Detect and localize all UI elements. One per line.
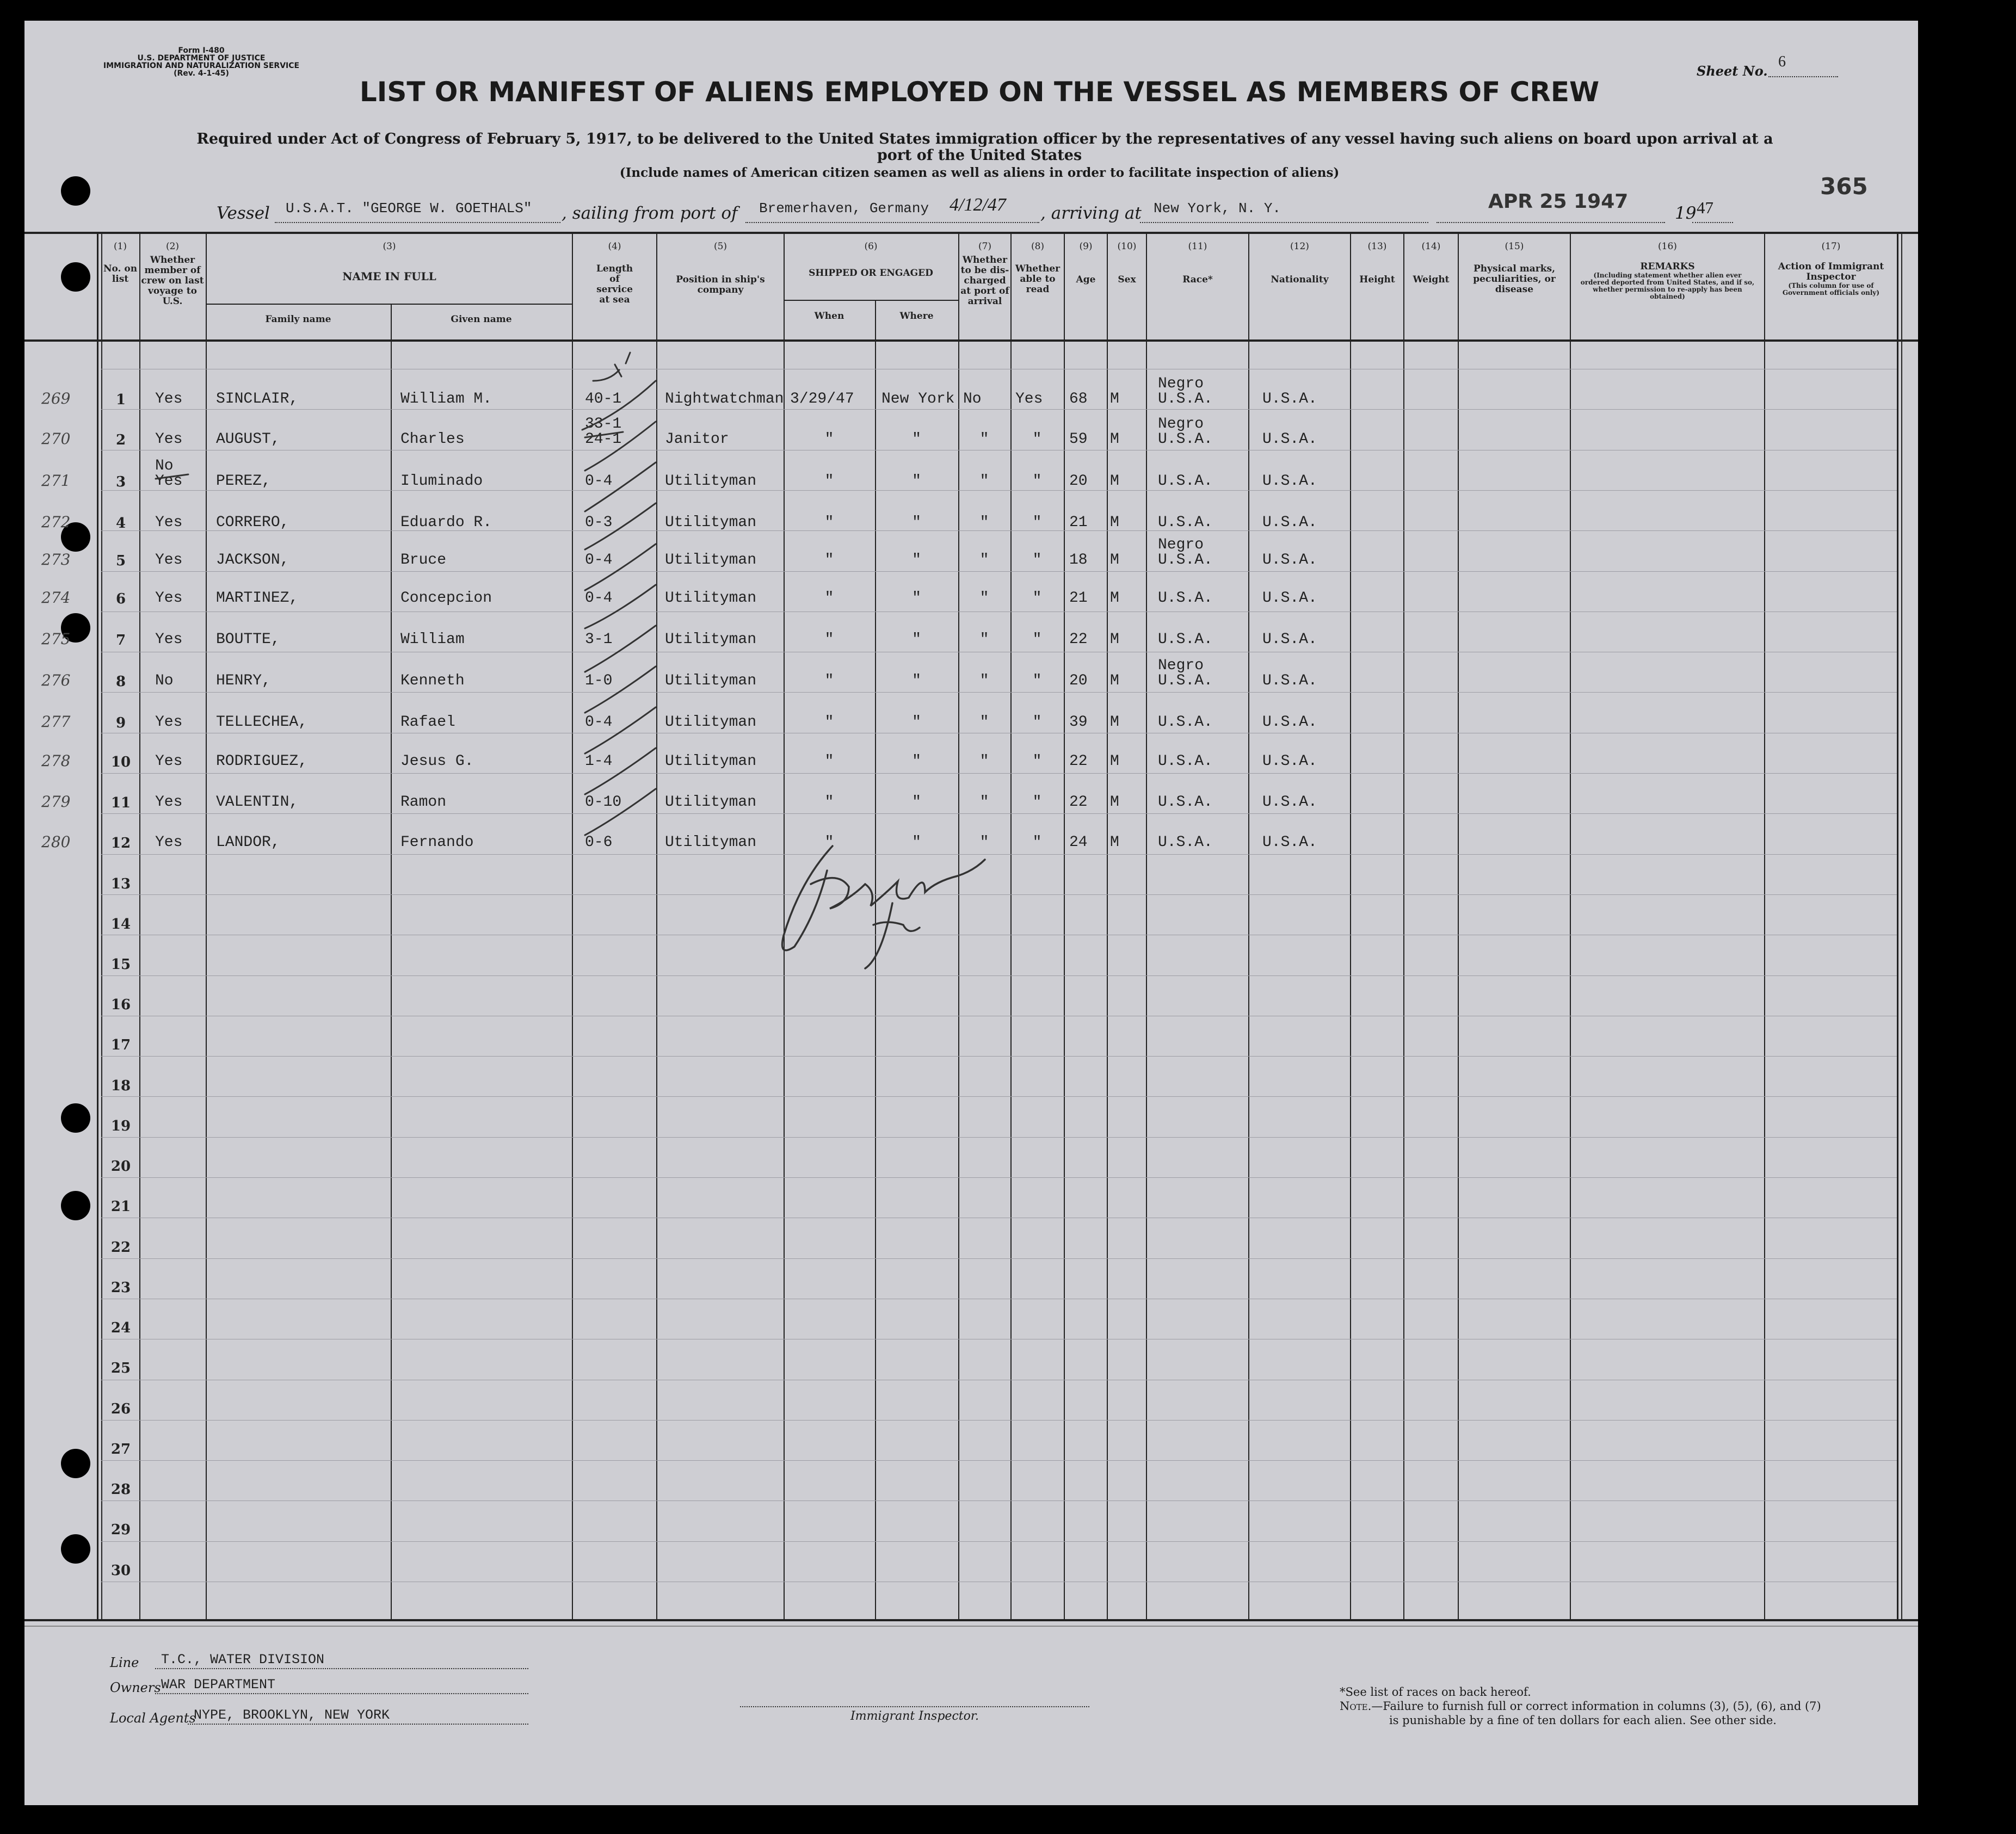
col3a-header: Family name xyxy=(265,314,331,325)
row-number: 18 xyxy=(110,1078,131,1094)
position-cell: Utilityman xyxy=(665,714,757,731)
margin-line-number: 280 xyxy=(41,833,71,851)
service-tick xyxy=(585,707,656,754)
shipped-where-cell: " xyxy=(912,834,921,851)
sex-cell: M xyxy=(1110,590,1119,607)
shipped-when-cell: " xyxy=(824,794,834,811)
shipped-where-cell: New York xyxy=(881,391,955,407)
sex-cell: M xyxy=(1110,391,1119,407)
able-to-read-cell: " xyxy=(1032,631,1042,648)
page-stamp-number: 365 xyxy=(1820,173,1868,200)
race-cell: U.S.A. xyxy=(1158,672,1213,689)
col2-title: Whether member of crew on last voyage to U.S. xyxy=(141,255,204,307)
prev-voyage-cell: Yes xyxy=(155,431,183,448)
line-value: T.C., WATER DIVISION xyxy=(161,1652,325,1668)
row-number: 21 xyxy=(110,1199,131,1215)
family-name-cell: PEREZ, xyxy=(216,473,271,490)
col4-number: (4) xyxy=(608,241,621,252)
family-name-cell: HENRY, xyxy=(216,672,271,689)
able-to-read-cell: " xyxy=(1032,473,1042,490)
shipped-when-cell: " xyxy=(824,631,834,648)
given-name-cell: Jesus G. xyxy=(400,753,474,770)
subtitle-port: port of the United States xyxy=(877,147,1082,164)
margin-line-number: 278 xyxy=(41,752,71,770)
year-prefix: 19 xyxy=(1675,203,1697,223)
col17-subtitle: (This column for use of Government officials only) xyxy=(1782,282,1880,297)
age-cell: 21 xyxy=(1069,590,1088,607)
sex-cell: M xyxy=(1110,672,1119,689)
discharged-cell: " xyxy=(979,552,989,569)
family-name-cell: SINCLAIR, xyxy=(216,391,299,407)
given-name-cell: Eduardo R. xyxy=(400,514,492,531)
sex-cell: M xyxy=(1110,552,1119,569)
col15-title: Physical marks, peculiarities, or disease xyxy=(1473,263,1556,295)
discharged-cell: " xyxy=(979,431,989,448)
col8-title: Whether able to read xyxy=(1015,263,1061,295)
age-cell: 18 xyxy=(1069,552,1088,569)
inspector-signature-line xyxy=(740,1706,1089,1707)
sex-cell: M xyxy=(1110,631,1119,648)
race-cell: U.S.A. xyxy=(1158,631,1213,648)
age-cell: 59 xyxy=(1069,431,1088,448)
margin-line-number: 273 xyxy=(41,551,71,569)
given-name-cell: William xyxy=(400,631,465,648)
col5-number: (5) xyxy=(713,241,728,252)
prev-voyage-cell: Yes xyxy=(155,753,183,770)
race-top-cell: Negro xyxy=(1158,375,1204,392)
col17-number: (17) xyxy=(1821,241,1841,252)
service-length-cell: 1-4 xyxy=(585,753,613,770)
col3-title: NAME IN FULL xyxy=(342,270,436,283)
row-number: 20 xyxy=(110,1158,131,1175)
discharged-cell: " xyxy=(979,794,989,811)
service-tick xyxy=(582,381,656,430)
row-number: 28 xyxy=(110,1481,131,1498)
row-number: 19 xyxy=(110,1118,131,1134)
subtitle-act: Required under Act of Congress of February 5, 1917, to be delivered to the United States immigration officer by the representatives of any vessel having such aliens on board upon arrival at a xyxy=(196,131,1773,147)
footer-rule xyxy=(24,1626,1918,1627)
check-mark xyxy=(593,353,630,381)
col11-number: (11) xyxy=(1188,241,1207,252)
row-number: 23 xyxy=(110,1280,131,1296)
arrival-date-stamp: APR 25 1947 xyxy=(1488,190,1629,213)
service-length-cell: 40-1 xyxy=(585,391,622,407)
service-length-cell: 0-4 xyxy=(585,590,613,607)
service-tick xyxy=(585,626,656,672)
row-number: 12 xyxy=(110,835,131,851)
position-cell: Utilityman xyxy=(665,590,757,607)
given-name-cell: Bruce xyxy=(400,552,447,569)
shipped-where-cell: " xyxy=(912,672,921,689)
discharged-cell: " xyxy=(979,672,989,689)
col6a-header: When xyxy=(814,311,844,322)
col13-number: (13) xyxy=(1367,241,1387,252)
sex-cell: M xyxy=(1110,794,1119,811)
service-tick xyxy=(585,422,656,471)
service-top-cell: 33-1 xyxy=(585,416,622,433)
col1-title: No. on list xyxy=(103,263,138,285)
page-title: LIST OR MANIFEST OF ALIENS EMPLOYED ON THE VESSEL AS MEMBERS OF CREW xyxy=(359,76,1600,108)
able-to-read-cell: " xyxy=(1032,753,1042,770)
position-cell: Utilityman xyxy=(665,672,757,689)
age-cell: 20 xyxy=(1069,473,1088,490)
nationality-cell: U.S.A. xyxy=(1262,431,1317,448)
row-number: 2 xyxy=(115,432,126,448)
shipped-where-cell: " xyxy=(912,590,921,607)
vessel-name: U.S.A.T. "GEORGE W. GOETHALS" xyxy=(286,200,532,217)
col6-title: SHIPPED OR ENGAGED xyxy=(809,268,933,279)
given-name-cell: Fernando xyxy=(400,834,474,851)
row-number: 16 xyxy=(110,997,131,1013)
position-cell: Utilityman xyxy=(665,794,757,811)
col7-title: Whether to be dis-charged at port of arrival xyxy=(960,255,1009,307)
service-length-cell: 0-4 xyxy=(585,473,613,490)
prev-voyage-cell: Yes xyxy=(155,714,183,731)
service-length-cell: 1-0 xyxy=(585,672,613,689)
shipped-where-cell: " xyxy=(912,631,921,648)
margin-line-number: 272 xyxy=(41,513,71,531)
service-length-cell: 0-3 xyxy=(585,514,613,531)
discharged-cell: " xyxy=(979,714,989,731)
form-number: Form I-480 xyxy=(178,46,225,55)
row-number: 5 xyxy=(115,553,126,569)
shipped-when-cell: " xyxy=(824,672,834,689)
form-dept: U.S. DEPARTMENT OF JUSTICE xyxy=(137,54,266,63)
row-number: 7 xyxy=(115,632,126,649)
family-name-cell: CORRERO, xyxy=(216,514,289,531)
col5-title: Position in ship's company xyxy=(676,274,765,295)
nationality-cell: U.S.A. xyxy=(1262,590,1317,607)
row-number: 4 xyxy=(115,515,126,532)
col3-number: (3) xyxy=(383,241,396,252)
service-length-cell: 0-4 xyxy=(585,714,613,731)
row-number: 26 xyxy=(110,1401,131,1417)
sailing-label: , sailing from port of xyxy=(562,203,738,223)
service-length-cell: 3-1 xyxy=(585,631,613,648)
sheet-number: 6 xyxy=(1778,53,1786,70)
margin-line-number: 279 xyxy=(41,793,71,811)
able-to-read-cell: " xyxy=(1032,794,1042,811)
service-tick xyxy=(585,544,656,590)
able-to-read-cell: " xyxy=(1032,714,1042,731)
row-number: 29 xyxy=(110,1522,131,1538)
shipped-where-cell: " xyxy=(912,514,921,531)
race-cell: U.S.A. xyxy=(1158,834,1213,851)
given-name-cell: Concepcion xyxy=(400,590,492,607)
col15-number: (15) xyxy=(1505,241,1524,252)
able-to-read-cell: " xyxy=(1032,590,1042,607)
strike-2 xyxy=(585,432,623,437)
row-number: 14 xyxy=(110,916,131,933)
col16-title: REMARKS xyxy=(1640,261,1695,272)
shipped-when-cell: " xyxy=(824,753,834,770)
col12-title: Nationality xyxy=(1271,274,1329,285)
margin-line-number: 277 xyxy=(41,713,71,731)
shipped-when-cell: " xyxy=(824,834,834,851)
fine-note-2: is punishable by a fine of ten dollars for each alien. See other side. xyxy=(1389,1714,1777,1727)
margin-line-number: 269 xyxy=(41,390,71,407)
col13-title: Height xyxy=(1359,274,1395,285)
shipped-where-cell: " xyxy=(912,473,921,490)
shipped-where-cell: " xyxy=(912,552,921,569)
race-cell: U.S.A. xyxy=(1158,753,1213,770)
shipped-when-cell: " xyxy=(824,590,834,607)
able-to-read-cell: Yes xyxy=(1015,391,1043,407)
discharged-cell: " xyxy=(979,514,989,531)
shipped-where-cell: " xyxy=(912,753,921,770)
prev-voyage-cell: Yes xyxy=(155,514,183,531)
position-cell: Utilityman xyxy=(665,834,757,851)
row-number: 1 xyxy=(115,392,126,408)
row-number: 9 xyxy=(115,715,126,731)
form-rev: (Rev. 4-1-45) xyxy=(174,69,229,78)
family-name-cell: JACKSON, xyxy=(216,552,289,569)
row-number: 10 xyxy=(110,754,131,770)
owners-value: WAR DEPARTMENT xyxy=(161,1677,276,1693)
position-cell: Nightwatchman xyxy=(665,391,784,407)
row-number: 6 xyxy=(115,591,126,607)
row-number: 15 xyxy=(110,956,131,973)
position-cell: Utilityman xyxy=(665,753,757,770)
service-tick xyxy=(585,748,656,794)
sex-cell: M xyxy=(1110,834,1119,851)
prev-voyage-cell: Yes xyxy=(155,631,183,648)
given-name-cell: Kenneth xyxy=(400,672,465,689)
race-cell: U.S.A. xyxy=(1158,552,1213,569)
able-to-read-cell: " xyxy=(1032,552,1042,569)
family-name-cell: TELLECHEA, xyxy=(216,714,308,731)
row-number: 30 xyxy=(110,1563,131,1579)
able-to-read-cell: " xyxy=(1032,672,1042,689)
col14-title: Weight xyxy=(1413,274,1450,285)
shipped-when-cell: " xyxy=(824,514,834,531)
fine-note xyxy=(1340,1700,1821,1713)
age-cell: 68 xyxy=(1069,391,1088,407)
note-text: —Failure to furnish full or correct information in columns (3), (5), (6), and (7) xyxy=(1371,1700,1821,1713)
service-tick xyxy=(585,585,656,628)
nationality-cell: U.S.A. xyxy=(1262,794,1317,811)
col1-number: (1) xyxy=(113,241,127,252)
margin-line-number: 274 xyxy=(41,589,71,607)
nationality-cell: U.S.A. xyxy=(1262,714,1317,731)
col9-title: Age xyxy=(1076,274,1096,285)
inspector-label: Immigrant Inspector. xyxy=(850,1709,979,1723)
family-name-cell: MARTINEZ, xyxy=(216,590,299,607)
sex-cell: M xyxy=(1110,514,1119,531)
able-to-read-cell: " xyxy=(1032,834,1042,851)
col9-number: (9) xyxy=(1079,241,1093,252)
owners-underline xyxy=(155,1693,528,1694)
race-top-cell: Negro xyxy=(1158,416,1204,433)
nationality-cell: U.S.A. xyxy=(1262,834,1317,851)
agents-label: Local Agents xyxy=(110,1711,196,1726)
agents-value: NYPE, BROOKLYN, NEW YORK xyxy=(194,1707,390,1723)
port-date: 4/12/47 xyxy=(950,195,1006,215)
discharged-cell: " xyxy=(979,834,989,851)
row-number: 3 xyxy=(115,474,126,490)
nationality-cell: U.S.A. xyxy=(1262,631,1317,648)
nationality-cell: U.S.A. xyxy=(1262,514,1317,531)
shipped-when-cell: 3/29/47 xyxy=(790,391,854,407)
col8-number: (8) xyxy=(1031,241,1045,252)
margin-line-number: 275 xyxy=(41,630,71,648)
nationality-cell: U.S.A. xyxy=(1262,672,1317,689)
prev-voyage-cell: Yes xyxy=(155,834,183,851)
shipped-where-cell: " xyxy=(912,714,921,731)
row-number: 25 xyxy=(110,1360,131,1376)
discharged-cell: " xyxy=(979,473,989,490)
race-cell: U.S.A. xyxy=(1158,391,1213,407)
age-cell: 21 xyxy=(1069,514,1088,531)
service-tick xyxy=(585,666,656,713)
vessel-label: Vessel xyxy=(217,203,270,223)
age-cell: 22 xyxy=(1069,753,1088,770)
prev-top-cell: No xyxy=(155,458,174,474)
col11-title: Race* xyxy=(1182,274,1213,285)
position-cell: Janitor xyxy=(665,431,729,448)
margin-line-number: 276 xyxy=(41,671,71,689)
family-name-cell: AUGUST, xyxy=(216,431,280,448)
nationality-cell: U.S.A. xyxy=(1262,391,1317,407)
family-name-cell: BOUTTE, xyxy=(216,631,280,648)
col6-number: (6) xyxy=(864,241,878,252)
race-cell: U.S.A. xyxy=(1158,590,1213,607)
shipped-where-cell: " xyxy=(912,794,921,811)
discharged-cell: " xyxy=(979,753,989,770)
arriving-port: New York, N. Y. xyxy=(1154,200,1281,217)
prev-voyage-cell: No xyxy=(155,672,174,689)
service-tick xyxy=(585,503,656,549)
position-cell: Utilityman xyxy=(665,552,757,569)
row-number: 22 xyxy=(110,1239,131,1256)
age-cell: 22 xyxy=(1069,794,1088,811)
note-label: Note. xyxy=(1340,1700,1372,1713)
given-name-cell: William M. xyxy=(400,391,492,407)
col10-title: Sex xyxy=(1118,274,1136,285)
age-cell: 20 xyxy=(1069,672,1088,689)
discharged-cell: " xyxy=(979,590,989,607)
service-length-cell: 0-4 xyxy=(585,552,613,569)
col2-number: (2) xyxy=(165,241,180,252)
sex-cell: M xyxy=(1110,753,1119,770)
service-tick xyxy=(585,462,656,511)
port-name: Bremerhaven, Germany xyxy=(759,200,929,217)
shipped-when-cell: " xyxy=(824,473,834,490)
age-cell: 39 xyxy=(1069,714,1088,731)
signature-inspector xyxy=(782,846,985,968)
discharged-cell: " xyxy=(979,631,989,648)
race-top-cell: Negro xyxy=(1158,536,1204,553)
races-note: *See list of races on back hereof. xyxy=(1340,1685,1531,1699)
row-number: 8 xyxy=(115,674,126,690)
sex-cell: M xyxy=(1110,714,1119,731)
race-cell: U.S.A. xyxy=(1158,514,1213,531)
row-number: 27 xyxy=(110,1441,131,1458)
form-service: IMMIGRATION AND NATURALIZATION SERVICE xyxy=(103,61,300,70)
line-underline xyxy=(155,1668,528,1669)
given-name-cell: Rafael xyxy=(400,714,455,731)
col3b-header: Given name xyxy=(451,314,512,325)
age-cell: 24 xyxy=(1069,834,1088,851)
race-cell: U.S.A. xyxy=(1158,473,1213,490)
sheet-label: Sheet No. xyxy=(1697,63,1768,79)
margin-line-number: 270 xyxy=(41,430,71,448)
shipped-where-cell: " xyxy=(912,431,921,448)
agents-underline xyxy=(188,1724,528,1725)
race-top-cell: Negro xyxy=(1158,657,1204,674)
col14-number: (14) xyxy=(1421,241,1441,252)
row-number: 17 xyxy=(110,1037,131,1053)
nationality-cell: U.S.A. xyxy=(1262,552,1317,569)
position-cell: Utilityman xyxy=(665,514,757,531)
arriving-label: , arriving at xyxy=(1040,203,1142,223)
nationality-cell: U.S.A. xyxy=(1262,753,1317,770)
col6b-header: Where xyxy=(899,311,934,322)
col12-number: (12) xyxy=(1290,241,1309,252)
col4-title: Length of service at sea xyxy=(596,263,633,305)
shipped-when-cell: " xyxy=(824,431,834,448)
race-cell: U.S.A. xyxy=(1158,794,1213,811)
margin-line-number: 271 xyxy=(41,472,71,490)
age-cell: 22 xyxy=(1069,631,1088,648)
able-to-read-cell: " xyxy=(1032,431,1042,448)
position-cell: Utilityman xyxy=(665,631,757,648)
shipped-when-cell: " xyxy=(824,552,834,569)
strike-3 xyxy=(156,474,188,479)
prev-voyage-cell: Yes xyxy=(155,794,183,811)
row-number: 11 xyxy=(110,795,131,811)
given-name-cell: Iluminado xyxy=(400,473,483,490)
col7-number: (7) xyxy=(978,241,992,252)
discharged-cell: No xyxy=(963,391,982,407)
row-number: 13 xyxy=(110,876,131,892)
able-to-read-cell: " xyxy=(1032,514,1042,531)
position-cell: Utilityman xyxy=(665,473,757,490)
race-cell: U.S.A. xyxy=(1158,431,1213,448)
owners-label: Owners xyxy=(110,1680,161,1695)
col17-title: Action of Immigrant Inspector xyxy=(1778,261,1884,282)
col16-subtitle: (Including statement whether alien ever ordered deported from United States, and if so, whether permission to re-apply has been obtained) xyxy=(1580,271,1755,300)
prev-voyage-cell: Yes xyxy=(155,552,183,569)
col10-number: (10) xyxy=(1117,241,1137,252)
nationality-cell: U.S.A. xyxy=(1262,473,1317,490)
service-tick xyxy=(585,789,656,835)
subtitle-include: (Include names of American citizen seamen as well as aliens in order to facilitate inspection of aliens) xyxy=(619,165,1340,180)
given-name-cell: Ramon xyxy=(400,794,447,811)
col16-number: (16) xyxy=(1658,241,1677,252)
sex-cell: M xyxy=(1110,431,1119,448)
row-number: 24 xyxy=(110,1320,131,1336)
given-name-cell: Charles xyxy=(400,431,465,448)
family-name-cell: LANDOR, xyxy=(216,834,280,851)
race-cell: U.S.A. xyxy=(1158,714,1213,731)
family-name-cell: RODRIGUEZ, xyxy=(216,753,308,770)
prev-voyage-cell: Yes xyxy=(155,391,183,407)
year: 47 xyxy=(1697,198,1713,217)
service-length-cell: 24-1 xyxy=(585,431,622,448)
service-length-cell: 0-10 xyxy=(585,794,622,811)
prev-voyage-cell: Yes xyxy=(155,473,183,490)
shipped-when-cell: " xyxy=(824,714,834,731)
sex-cell: M xyxy=(1110,473,1119,490)
family-name-cell: VALENTIN, xyxy=(216,794,299,811)
service-length-cell: 0-6 xyxy=(585,834,613,851)
line-label: Line xyxy=(110,1655,139,1670)
prev-voyage-cell: Yes xyxy=(155,590,183,607)
